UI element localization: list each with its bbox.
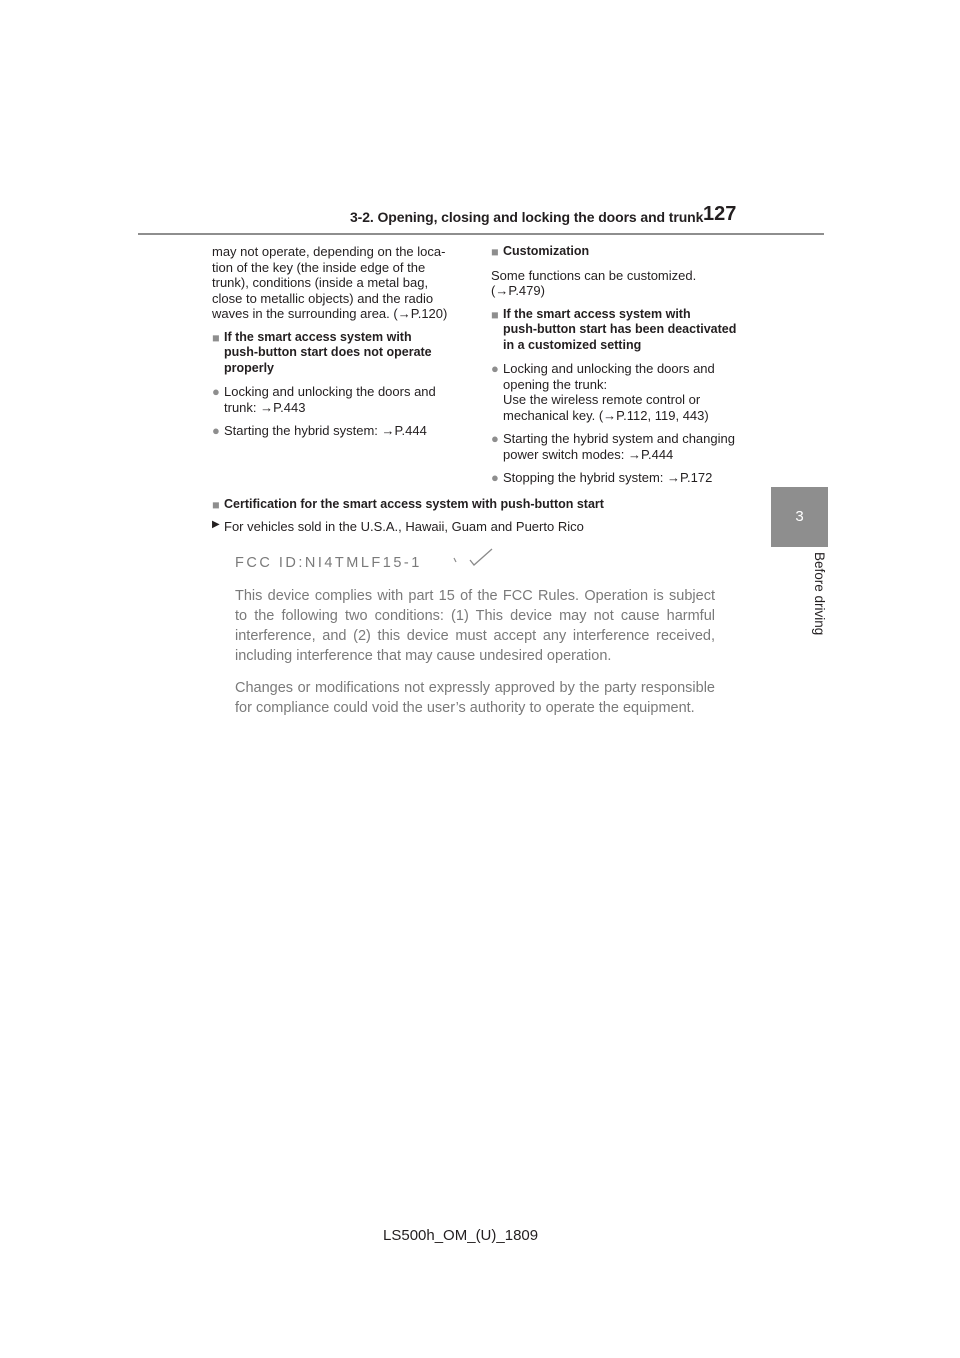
- bullet-item: [491, 470, 755, 486]
- fcc-paragraph-2: Changes or modifications not expressly approved by the party responsible for compliance could void the user’s authority to operate the equipment.: [235, 680, 715, 716]
- checkmark-icon: [452, 546, 496, 568]
- heading-line: properly: [224, 360, 275, 375]
- left-column: [212, 244, 474, 447]
- bullet-item: [491, 431, 755, 462]
- fcc-id: FCC ID:NI4TMLF15-1: [235, 555, 422, 571]
- vehicles-text: For vehicles sold in the U.S.A., Hawaii, Guam and Puerto Rico: [224, 519, 584, 534]
- bullet-icon: ●: [491, 361, 499, 376]
- bullet-icon: ●: [212, 384, 220, 399]
- fcc-statement: [235, 586, 715, 730]
- square-icon: ■: [491, 307, 499, 322]
- heading-line: in a customized setting: [503, 337, 642, 352]
- bullet-line: Starting the hybrid system: →P.444: [224, 423, 427, 438]
- section-title: 3-2. Opening, closing and locking the doors and trunk: [350, 209, 704, 225]
- bullet-line: mechanical key. (→P.112, 119, 443): [503, 407, 709, 423]
- text-line: waves in the surrounding area. (→P.120): [212, 306, 448, 321]
- heading-line: push-button start has been deactivated: [503, 322, 737, 336]
- heading-line: Customization: [503, 244, 590, 258]
- fcc-paragraph-1: This device complies with part 15 of the FCC Rules. Operation is subject to the following two conditions: (1) This device may not cause harmful interference, and (2) this device must accept any interference received, including interference that may cause undesired operation.: [235, 588, 715, 664]
- text-line: tion of the key (the inside edge of the: [212, 259, 426, 275]
- heading-line: If the smart access system with: [224, 329, 412, 344]
- square-icon: ■: [491, 245, 499, 259]
- text-line: may not operate, depending on the loca-: [212, 244, 446, 259]
- triangle-icon: ▶: [212, 519, 220, 530]
- vehicles-region: [212, 519, 784, 534]
- heading-line: If the smart access system with: [503, 306, 691, 321]
- certification-heading: [212, 497, 784, 511]
- bullet-line: Locking and unlocking the doors and: [503, 361, 715, 376]
- heading-line: push-button start does not operate: [224, 345, 432, 359]
- chapter-label: Before driving: [812, 552, 827, 636]
- header-rule: [138, 233, 824, 235]
- text-line: close to metallic objects) and the radio: [212, 290, 434, 306]
- heading-deactivated: [491, 307, 755, 354]
- square-icon: ■: [212, 330, 220, 345]
- bullet-line: Starting the hybrid system and changing: [503, 431, 735, 446]
- heading-text: Certification for the smart access system with push-button start: [224, 497, 604, 511]
- chapter-tab[interactable]: 3: [771, 487, 828, 547]
- customization-paragraph: [491, 268, 755, 299]
- bullet-icon: ●: [491, 470, 499, 485]
- bullet-line: Stopping the hybrid system: →P.172: [503, 470, 713, 485]
- doc-code: LS500h_OM_(U)_1809: [383, 1227, 539, 1244]
- bullet-item: [212, 384, 474, 415]
- bullet-line: power switch modes: →P.444: [503, 446, 674, 462]
- continued-paragraph: [212, 244, 474, 322]
- bullet-line: trunk: →P.443: [224, 399, 306, 415]
- bullet-icon: ●: [491, 431, 499, 446]
- bullet-item: [491, 361, 755, 423]
- right-column: [491, 244, 755, 494]
- heading-not-operate: [212, 330, 474, 377]
- text-line: trunk), conditions (inside a metal bag,: [212, 275, 429, 290]
- bullet-item: [212, 423, 474, 439]
- page-number: 127: [703, 203, 737, 225]
- bullet-line: opening the trunk:: [503, 376, 608, 392]
- heading-customization: [491, 244, 755, 260]
- square-icon: ■: [212, 498, 220, 512]
- bullet-line: Locking and unlocking the doors and: [224, 384, 436, 399]
- bullet-icon: ●: [212, 423, 220, 438]
- text-line: (→P.479): [491, 283, 545, 298]
- bullet-line: Use the wireless remote control or: [503, 392, 701, 407]
- text-line: Some functions can be customized.: [491, 267, 697, 283]
